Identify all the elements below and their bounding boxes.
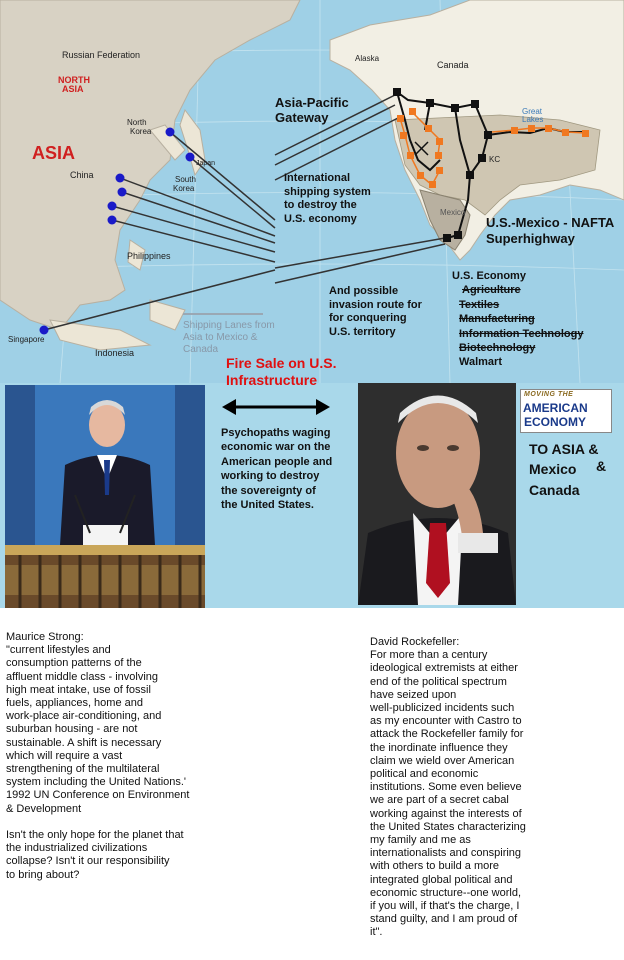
economy-item-biotech: Biotechnology (459, 342, 536, 355)
to-asia-canada: Canada (529, 482, 580, 498)
caption-line-2: Asia to Mexico & (183, 332, 258, 343)
label-japan: Japan (196, 160, 216, 167)
label-canada: Canada (437, 60, 469, 70)
label-great-lakes-1: Great (522, 107, 543, 116)
shipping-system-label (284, 172, 371, 226)
to-asia-ampersand: & (596, 458, 607, 474)
psycho-line-3: American people and (221, 455, 333, 468)
world-map (0, 0, 624, 383)
to-asia-line-1: TO ASIA & (529, 441, 599, 457)
psycho-line-6: the United States. (221, 499, 314, 512)
label-north-asia-1: NORTH (58, 75, 90, 85)
caption-line-1: Shipping Lanes from (183, 320, 275, 331)
fire-sale-headline (226, 355, 336, 389)
gateway-line-2: Gateway (275, 110, 329, 125)
label-china: China (70, 170, 94, 180)
banner-line-1: MOVING THE (524, 391, 574, 398)
label-kc: KC (489, 155, 501, 164)
psycho-line-4: working to destroy (221, 470, 320, 483)
psycho-line-1: Psychopaths waging (221, 427, 331, 439)
label-russia: Russian Federation (62, 50, 141, 60)
economy-item-manufacturing: Manufacturing (459, 313, 535, 326)
david-rockefeller-quote: David Rockefeller: For more than a century ideological extremists at either end of the political spectrum have seized upon well-publicized incidents such as my encounter with Castro to attack the Rockefeller family for the inordinate influence they claim we wield over American political and economic institutions. Some even believe we are part of a secret cabal working against the interests of the United States characterizing my family and me as internationalists and conspiring with others to build a more integrated global political and economic structure--one world, if you will, if that's the charge, I stand guilty, and I am proud of it". (370, 636, 526, 939)
label-alaska: Alaska (355, 54, 380, 63)
label-philippines: Philippines (127, 251, 171, 261)
economy-heading: U.S. Economy (452, 270, 526, 282)
asia-pacific-gateway-label (275, 95, 349, 125)
to-asia-mexico: Mexico (529, 461, 577, 477)
caption-underline (183, 313, 263, 315)
nafta-highway-label (486, 215, 614, 247)
david-rockefeller-photo (358, 383, 516, 605)
invasion-line-3: for conquering (329, 312, 407, 324)
invasion-line-1: And possible (329, 285, 399, 297)
banner-line-3: ECONOMY (524, 415, 587, 429)
label-singapore: Singapore (8, 335, 45, 344)
label-indonesia: Indonesia (95, 348, 135, 358)
shipping-line-4: U.S. economy (284, 212, 357, 225)
shipping-line-2: shipping system (284, 185, 371, 198)
gateway-line-1: Asia-Pacific (275, 95, 349, 110)
maurice-strong-photo (5, 385, 205, 608)
nafta-line-1: U.S.-Mexico - NAFTA (486, 215, 615, 230)
economy-item-walmart: Walmart (459, 356, 502, 369)
shipping-line-3: to destroy the (284, 199, 357, 211)
label-asia: ASIA (32, 143, 76, 163)
banner-line-2: AMERICAN (523, 401, 588, 415)
shipping-lanes-caption (183, 320, 275, 356)
invasion-route-label (329, 285, 422, 339)
nafta-line-2: Superhighway (486, 231, 575, 246)
psycho-line-2: economic war on the (221, 441, 331, 454)
invasion-line-4: U.S. territory (329, 325, 396, 338)
economy-item-it: Information Technology (459, 327, 584, 340)
economy-list (452, 269, 583, 370)
label-north-korea-1: North (127, 118, 147, 127)
fire-sale-line-2: Infrastructure (226, 372, 318, 388)
label-north-asia-2: ASIA (62, 84, 84, 94)
double-arrow-icon (222, 397, 330, 417)
label-south-korea-2: Korea (173, 184, 195, 193)
label-south-korea-1: South (175, 175, 196, 184)
asia-landmass (0, 0, 300, 330)
fire-sale-line-1: Fire Sale on U.S. (226, 355, 337, 371)
invasion-line-2: invasion route for (329, 298, 422, 311)
maurice-strong-quote: Maurice Strong: "current lifestyles and consumption patterns of the affluent middle class - involving high meat intake, use of fossil fuels, appliances, home and work-place air-conditioning, and suburban housing - are not sustainable. A shift is necessary which will require a vast strengthening of the multilateral system including the United Nations.' 1992 UN Conference on Environment & Development Isn't the only hope for the planet that the industrialized civilizations collapse? Isn't it our responsibility to bring about? (6, 631, 190, 881)
psychopaths-text (221, 426, 332, 512)
psycho-line-5: the sovereignty of (221, 484, 316, 497)
label-great-lakes-2: Lakes (522, 115, 544, 124)
economy-item-agriculture: Agriculture (462, 284, 521, 297)
label-north-korea-2: Korea (130, 127, 152, 136)
moving-economy-banner (520, 389, 612, 433)
shipping-line-1: International (284, 172, 351, 184)
economy-item-textiles: Textiles (459, 298, 500, 311)
caption-line-3: Canada (183, 344, 219, 355)
label-mexico: Mexico (440, 208, 466, 217)
